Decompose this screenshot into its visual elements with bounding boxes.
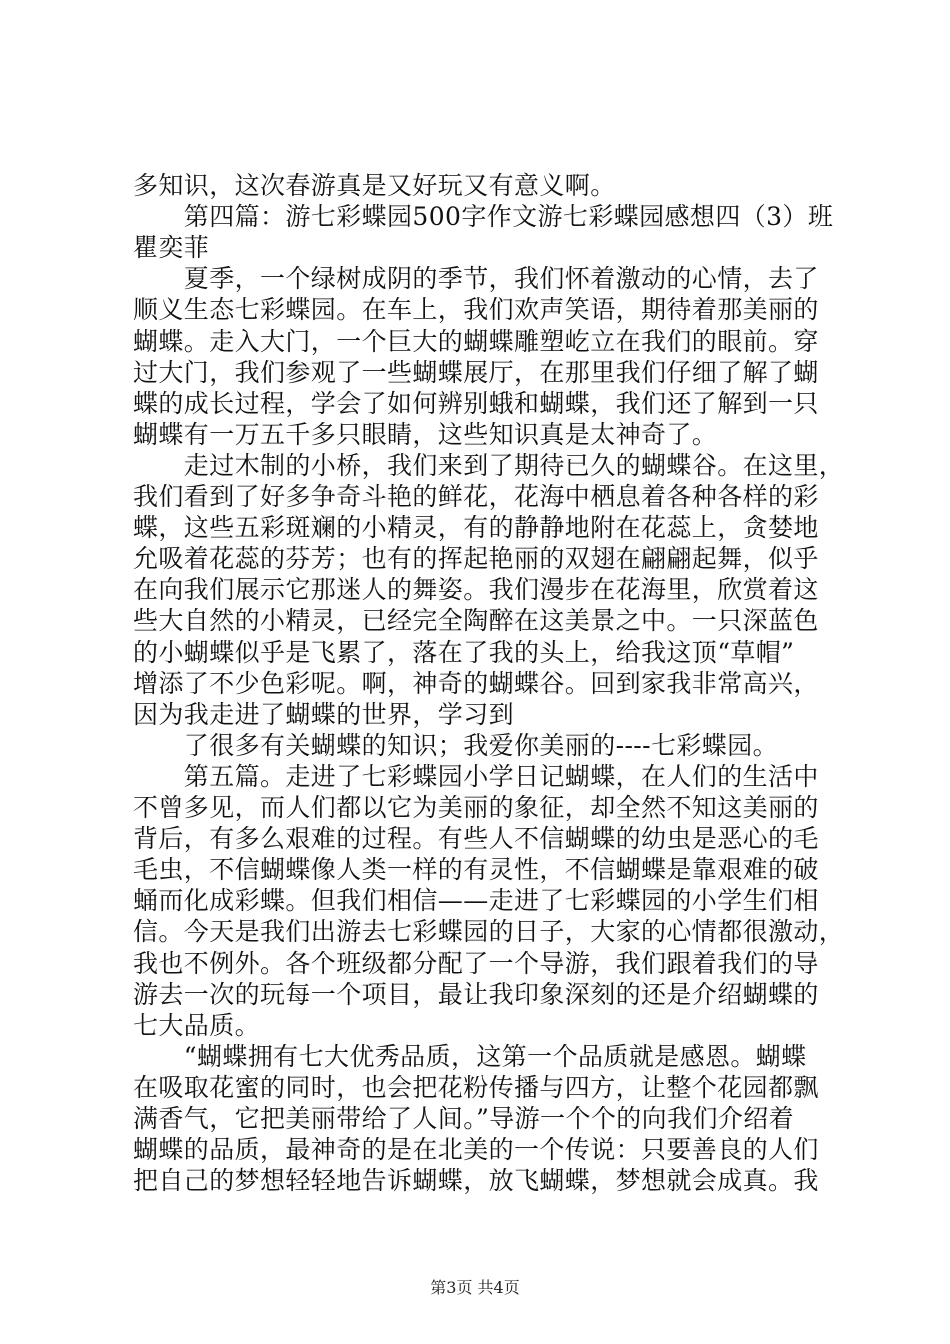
body-text-line: 我也不例外。各个班级都分配了一个导游，我们跟着我们的导 [133,948,819,978]
body-text-line: 顺义生态七彩蝶园。在车上，我们欢声笑语，期待着那美丽的 [133,295,819,325]
body-text-line: 夏季，一个绿树成阴的季节，我们怀着激动的心情，去了 [133,264,819,294]
body-text-line: 我们看到了好多争奇斗艳的鲜花，花海中栖息着各种各样的彩 [133,482,819,511]
body-text-line: 不曾多见，而人们都以它为美丽的象征，却全然不知这美丽的 [133,793,819,822]
body-text-line: 游去一次的玩每一个项目，最让我印象深刻的还是介绍蝴蝶的 [133,979,819,1009]
body-text-line: 些大自然的小精灵，已经完全陶醉在这美景之中。一只深蓝色 [133,606,819,636]
body-text-line: 在向我们展示它那迷人的舞姿。我们漫步在花海里，欣赏着这 [133,575,819,605]
body-text-line: 把自己的梦想轻轻地告诉蝴蝶，放飞蝴蝶，梦想就会成真。我 [133,1166,819,1196]
body-text-line: 蛹而化成彩蝶。但我们相信——走进了七彩蝶园的小学生们相 [133,886,819,916]
body-text-line: 第五篇。走进了七彩蝶园小学日记蝴蝶，在人们的生活中 [133,761,819,791]
body-text-line: 过大门，我们参观了一些蝴蝶展厅，在那里我们仔细了解了蝴 [133,357,819,387]
body-text-line: 蝴蝶的品质，最神奇的是在北美的一个传说：只要善良的人们 [133,1135,819,1165]
body-text-line: 在吸取花蜜的同时，也会把花粉传播与四方，让整个花园都飘 [133,1072,819,1102]
body-text-line: 蝴蝶。走入大门，一个巨大的蝴蝶雕塑屹立在我们的眼前。穿 [133,326,819,356]
body-text-line: 瞿奕菲 [133,233,210,263]
page-footer: 第3页 共4页 [430,1278,520,1297]
body-text-line: 蝶的成长过程，学会了如何辨别蛾和蝴蝶，我们还了解到一只 [133,388,819,418]
body-text-line: 七大品质。 [133,1010,261,1040]
body-text-line: 因为我走进了蝴蝶的世界，学习到 [133,699,515,729]
body-text-line: 增添了不少色彩呢。啊，神奇的蝴蝶谷。回到家我非常高兴， [133,668,819,698]
body-text-line: 允吸着花蕊的芬芳；也有的挥起艳丽的双翅在翩翩起舞，似乎 [133,544,819,574]
body-text-line: 蝶，这些五彩斑斓的小精灵，有的静静地附在花蕊上，贪婪地 [133,513,819,543]
body-text-line: “蝴蝶拥有七大优秀品质，这第一个品质就是感恩。蝴蝶 [133,1041,807,1071]
body-text-line: 了很多有关蝴蝶的知识；我爱你美丽的----七彩蝶园。 [133,730,778,760]
body-text-line: 走过木制的小桥，我们来到了期待已久的蝴蝶谷。在这里， [133,450,845,480]
body-text-line: 背后，有多么艰难的过程。有些人不信蝴蝶的幼虫是恶心的毛 [133,824,819,854]
body-text-line: 第四篇：游七彩蝶园500字作文游七彩蝶园感想四（3）班 [133,202,834,232]
body-text-line: 的小蝴蝶似乎是飞累了，落在了我的头上，给我这顶“草帽” [133,637,795,667]
body-text-line: 毛虫，不信蝴蝶像人类一样的有灵性，不信蝴蝶是靠艰难的破 [133,855,819,885]
body-text-line: 蝴蝶有一万五千多只眼睛，这些知识真是太神奇了。 [133,419,718,449]
body-text-line: 多知识，这次春游真是又好玩又有意义啊。 [133,171,616,200]
body-text-line: 信。今天是我们出游去七彩蝶园的日子，大家的心情都很激动， [133,917,845,947]
body-text-line: 满香气，它把美丽带给了人间。”导游一个个的向我们介绍着 [133,1104,795,1133]
